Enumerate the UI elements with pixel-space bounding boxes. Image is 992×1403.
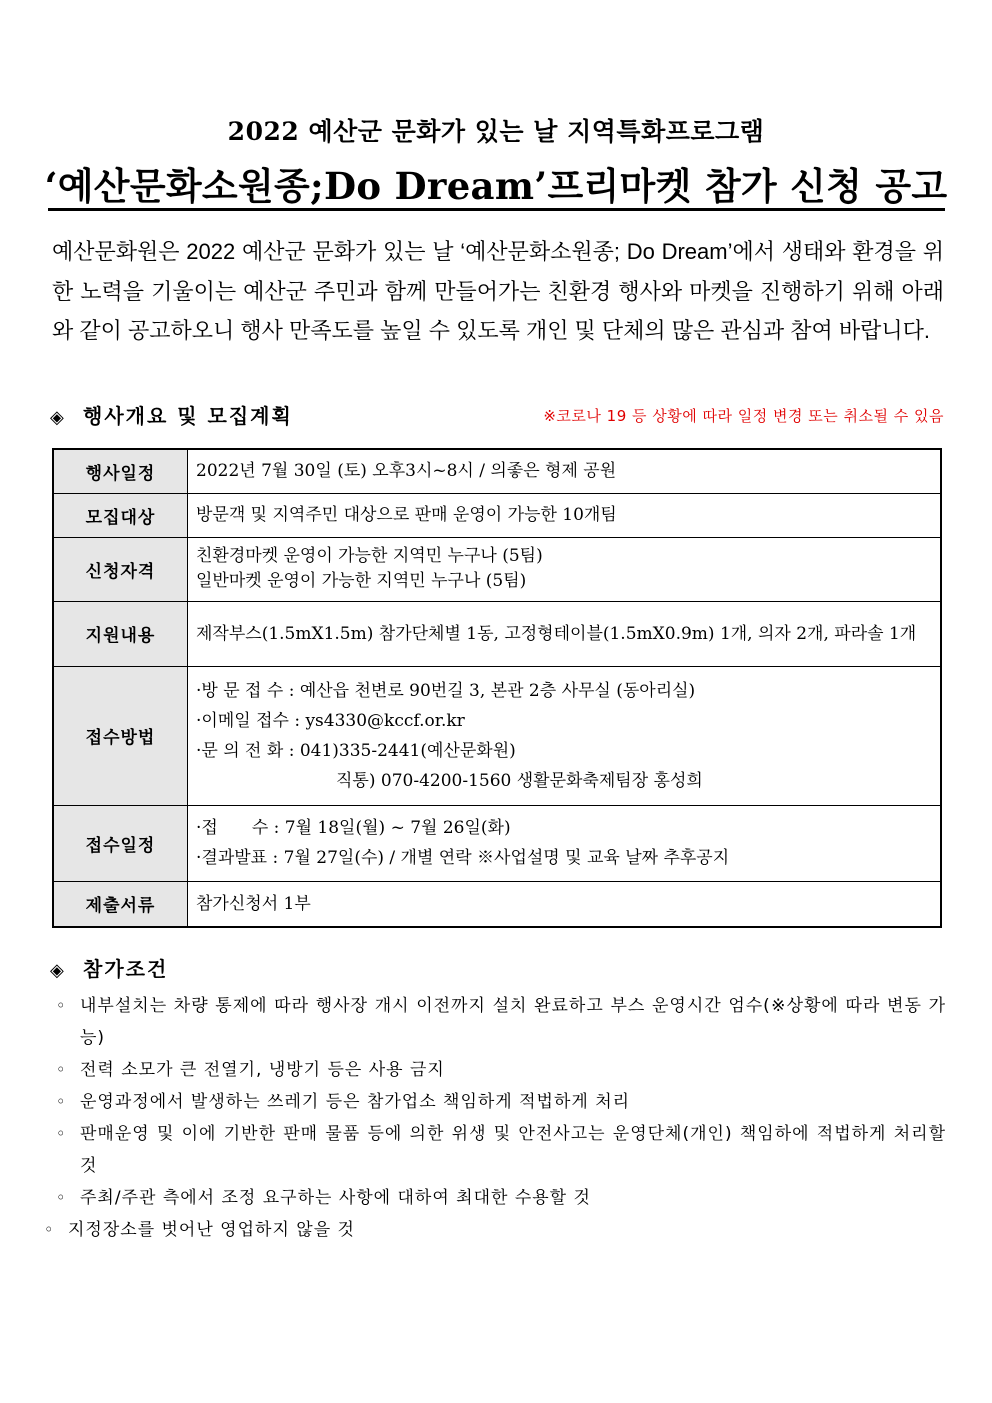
section-conditions-heading — [50, 953, 168, 982]
conditions-list — [52, 990, 946, 1246]
document-subtitle: 2022 예산군 문화가 있는 날 지역특화프로그램 — [227, 117, 765, 146]
row-label: 지원내용 — [53, 601, 188, 666]
row-value — [188, 537, 942, 601]
list-item: ◦ 운영과정에서 발생하는 쓰레기 등은 참가업소 책임하게 적법하게 처리 — [52, 1086, 946, 1118]
row-label: 모집대상 — [53, 493, 188, 537]
table-row — [53, 805, 941, 881]
intro-paragraph: 예산문화원은 2022 예산군 문화가 있는 날 ‘예산문화소원종; Do Dream’에서 생태와 환경을 위한 노력을 기울이는 예산군 주민과 함께 만들어가는 친환경 행사와 마켓을 진행하기 위해 아래와 같이 공고하오니 행사 만족도를 높일 수 있도록 개인 및 단체의 많은 관심과 참여 바랍니다. — [52, 239, 944, 343]
section-overview-heading — [50, 400, 293, 429]
row-value-line: 2022년 7월 30일 (토) 오후3시~8시 / 의좋은 형제 공원 — [196, 461, 617, 482]
row-value-line: 참가신청서 1부 — [196, 893, 311, 914]
section-conditions-title: 참가조건 — [83, 957, 169, 981]
email-line: ·이메일 접수 : ys4330@kccf.or.kr — [196, 710, 465, 731]
table-row — [53, 449, 941, 493]
row-label: 접수방법 — [53, 666, 188, 805]
row-value-line: 방문객 및 지역주민 대상으로 판매 운영이 가능한 10개팀 — [196, 505, 617, 525]
row-value-line: 일반마켓 운영이 가능한 지역민 누구나 (5팀) — [196, 571, 527, 591]
diamond-bullet-icon: ◈ — [50, 960, 66, 981]
list-item: ◦ 전력 소모가 큰 전열기, 냉방기 등은 사용 금지 — [52, 1054, 946, 1086]
section-overview-title: 행사개요 및 모집계획 — [83, 404, 293, 428]
row-label: 신청자격 — [53, 537, 188, 601]
list-item: ◦ 지정장소를 벗어난 영업하지 않을 것 — [40, 1214, 946, 1246]
table-row — [53, 601, 941, 666]
row-label: 접수일정 — [53, 805, 188, 881]
document-title: ‘예산문화소원종;Do Dream’프리마켓 참가 신청 공고 — [44, 164, 948, 208]
row-value-line: 친환경마켓 운영이 가능한 지역민 누구나 (5팀) — [196, 546, 543, 566]
row-value — [188, 881, 942, 927]
event-info-table — [52, 448, 942, 928]
row-value — [188, 805, 942, 881]
list-item: ◦ 주최/주관 측에서 조정 요구하는 사항에 대하여 최대한 수용할 것 — [52, 1182, 946, 1214]
row-value — [188, 449, 942, 493]
list-item: ◦ 판매운영 및 이에 기반한 판매 물품 등에 의한 위생 및 안전사고는 운영단체(개인) 책임하에 적법하게 처리할 것 — [52, 1118, 946, 1182]
phone-line: ·문 의 전 화 : 041)335-2441(예산문화원) — [196, 740, 516, 761]
table-row — [53, 537, 941, 601]
table-row — [53, 666, 941, 805]
direct-phone-line: 직통) 070-4200-1560 생활문화축제팀장 홍성희 — [336, 770, 703, 791]
row-value-line: ·결과발표 : 7월 27일(수) / 개별 연락 ※사업설명 및 교육 날짜 추후공지 — [196, 848, 730, 868]
table-row — [53, 881, 941, 927]
table-row — [53, 493, 941, 537]
covid-notice: ※코로나 19 등 상황에 따라 일정 변경 또는 취소될 수 있음 — [543, 407, 944, 425]
row-label: 행사일정 — [53, 449, 188, 493]
row-value: 제작부스(1.5mX1.5m) 참가단체별 1동, 고정형테이블(1.5mX0.9m) 1개, 의자 2개, 파라솔 1개 — [188, 601, 942, 666]
title-divider — [48, 208, 945, 211]
row-value-line: ·접 수 : 7월 18일(월) ~ 7월 26일(화) — [196, 818, 511, 838]
row-label: 제출서류 — [53, 881, 188, 927]
list-item: ◦ 내부설치는 차량 통제에 따라 행사장 개시 이전까지 설치 완료하고 부스 운영시간 엄수(※상황에 따라 변동 가능) — [52, 990, 946, 1054]
row-value — [188, 493, 942, 537]
row-value-line: ·방 문 접 수 : 예산읍 천변로 90번길 3, 본관 2층 사무실 (동아리실) — [196, 680, 696, 701]
diamond-bullet-icon: ◈ — [50, 407, 66, 428]
row-value — [188, 666, 942, 805]
